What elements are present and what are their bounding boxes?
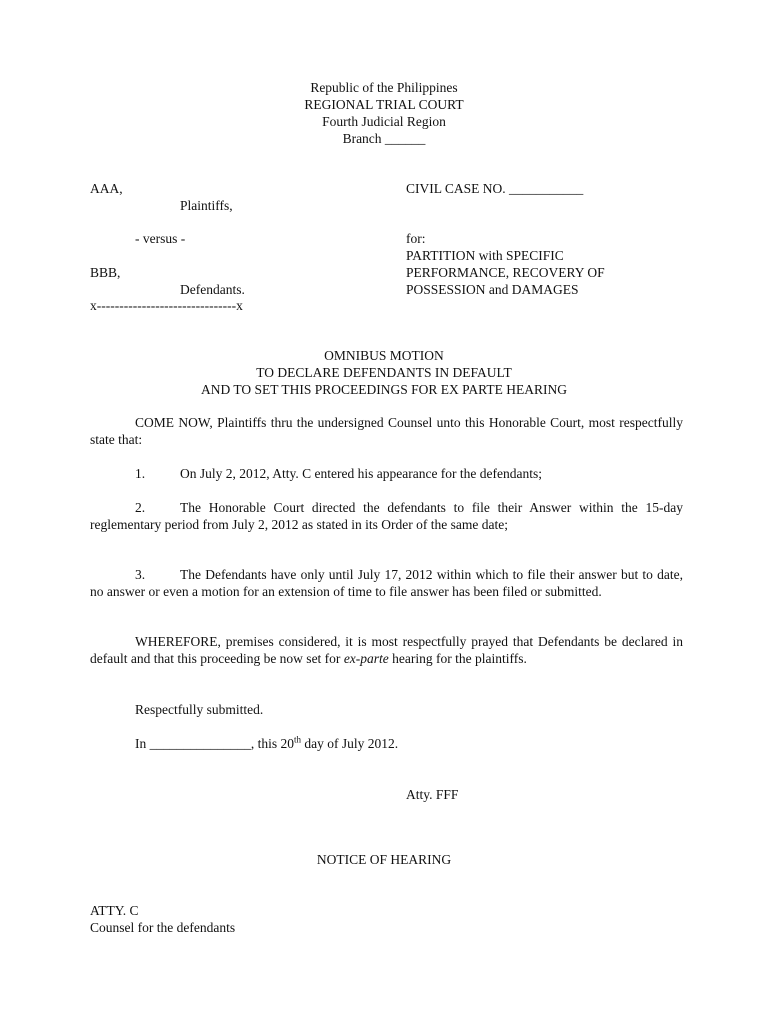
- intro-paragraph: [90, 414, 683, 448]
- case-nature-line-3: POSSESSION and DAMAGES: [406, 282, 579, 297]
- versus-label: - versus -: [135, 231, 186, 246]
- item-text: The Defendants have only until July 17, 2012 within which to file their answer but to date, no answer or even a motion for an extension of time to file answer has been filed or submitted.: [90, 567, 683, 599]
- case-nature-line-2: PERFORMANCE, RECOVERY OF: [406, 265, 605, 280]
- intro-text: COME NOW, Plaintiffs thru the undersigned Counsel unto this Honorable Court, most respectfully state that:: [90, 415, 683, 447]
- plaintiff-name: AAA,: [90, 181, 123, 196]
- header-branch: Branch ______: [342, 131, 426, 146]
- defendant-name: BBB,: [90, 265, 121, 280]
- item-number: 1.: [135, 466, 146, 481]
- notice-title: NOTICE OF HEARING: [316, 852, 452, 867]
- wherefore-end: hearing for the plaintiffs.: [388, 651, 527, 666]
- date-line: [135, 735, 398, 752]
- date-ordinal: th: [294, 734, 302, 745]
- item-number: 2.: [135, 500, 146, 515]
- item-number: 3.: [135, 567, 146, 582]
- respectfully-submitted: Respectfully submitted.: [135, 702, 264, 717]
- civil-case-number: CIVIL CASE NO. ___________: [406, 181, 584, 196]
- item-text: On July 2, 2012, Atty. C entered his appearance for the defendants;: [180, 466, 543, 481]
- date-suffix: day of July 2012.: [301, 736, 399, 751]
- wherefore-italic: ex-parte: [343, 651, 389, 666]
- motion-title-line-2: TO DECLARE DEFENDANTS IN DEFAULT: [256, 365, 512, 380]
- notice-addressee-role: Counsel for the defendants: [90, 920, 236, 935]
- case-nature-line-1: PARTITION with SPECIFIC: [406, 248, 564, 263]
- wherefore-paragraph: [90, 633, 683, 667]
- numbered-item: [90, 465, 683, 482]
- plaintiff-label: Plaintiffs,: [180, 198, 233, 213]
- caption-separator: x-------------------------------x: [90, 298, 243, 313]
- motion-title-line-3: AND TO SET THIS PROCEEDINGS FOR EX PARTE HEARING: [201, 382, 567, 397]
- signatory-name: Atty. FFF: [406, 787, 459, 802]
- header-court: REGIONAL TRIAL COURT: [304, 97, 464, 112]
- header-region: Fourth Judicial Region: [322, 114, 446, 129]
- numbered-item: [90, 566, 683, 600]
- motion-title-line-1: OMNIBUS MOTION: [324, 348, 444, 363]
- wherefore-text: WHEREFORE, premises considered, it is most respectfully prayed that Defendants be declared in default and that this proceeding be now set for: [90, 634, 683, 666]
- for-label: for:: [406, 231, 426, 246]
- numbered-item: [90, 499, 683, 533]
- date-prefix: In _______________, this 20: [135, 736, 295, 751]
- notice-addressee: ATTY. C: [90, 903, 139, 918]
- header-republic: Republic of the Philippines: [310, 80, 458, 95]
- defendant-label: Defendants.: [180, 282, 245, 297]
- item-text: The Honorable Court directed the defendants to file their Answer within the 15-day reglementary period from July 2, 2012 as stated in its Order of the same date;: [90, 500, 683, 532]
